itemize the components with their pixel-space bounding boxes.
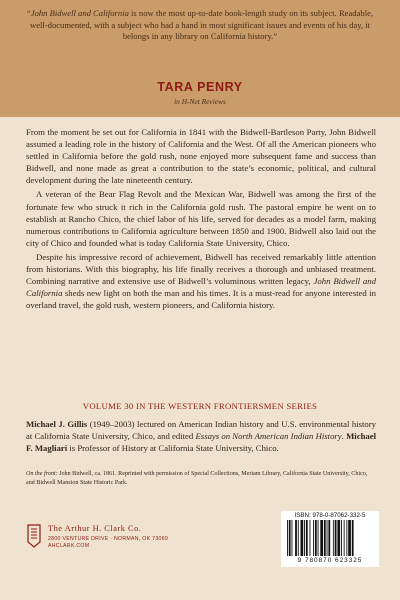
description-p3-title: John Bidwell and California: [26, 276, 377, 299]
credit-label: On the front:: [26, 471, 58, 477]
credit-text: John Bidwell, ca. 1861. Reprinted with permission of Special Collections, Meriam Library, California State University, Chico, and Bidwell Mansion State Historic Park.: [26, 471, 368, 486]
publisher-website: AHCLARK.COM: [48, 543, 90, 549]
publisher-name: The Arthur H. Clark Co.: [48, 524, 142, 533]
author-1-book: Essays on North American Indian History: [195, 431, 342, 442]
review-source: in H-Net Reviews: [174, 97, 226, 106]
author-2-name: Michael F. Magliari: [26, 431, 377, 454]
description-paragraph-3: [26, 251, 376, 311]
cover-credit: [26, 470, 376, 487]
publisher-logo-icon: [26, 523, 42, 549]
description-paragraph-2: A veteran of the Bear Flag Revolt and the Mexican War, Bidwell was among the first of the fortunate few who struck it rich in the California gold rush. The pastoral empire he went on to establish at Rancho Chico, the chief labor of his life, served for decades as a model farm, making numerous contributions to California agriculture between 1850 and 1900. Bidwell also laid out the city of Chico and founded what is today California State University, Chico.: [26, 189, 376, 248]
review-text: is now the most up-to-date book-length study on its subject. Readable, well-documented, with a subject who had a hand in most significant issues and events of his day, it belongs in any library on California history.: [29, 8, 374, 42]
publisher-block: [26, 522, 226, 560]
close-quote-mark: ”: [273, 31, 278, 42]
barcode-icon: [287, 520, 373, 556]
description-paragraph-1: From the moment he set out for California in 1841 with the Bidwell-Bartleson Party, John Bidwell assumed a leading role in the history of California and the West. Of all the American pioneers who settled in California before the gold rush, none enjoyed more subsequent fame and success than Bidwell, and none made as great a contribution to the state’s economic, political, and cultural development during the late nineteenth century.: [26, 127, 376, 186]
publisher-address: 2800 VENTURE DRIVE · NORMAN, OK 73069: [48, 536, 169, 542]
review-quote-box: [0, 0, 400, 117]
open-quote-mark: “: [26, 8, 31, 18]
author-1-bio: (1949–2003) lectured on American Indian history and U.S. environmental history at California State University, Chico, and edited: [26, 419, 376, 442]
review-quote: [26, 8, 374, 43]
book-description: [26, 126, 376, 313]
series-heading: VOLUME 30 IN THE WESTERN FRONTIERSMEN SERIES: [82, 401, 318, 411]
author-1-bio-end: .: [341, 431, 347, 442]
description-p3-end: sheds new light on both the man and his times. It is a must-read for anyone interested in overland travel, the gold rush, western pioneers, and California history.: [26, 288, 376, 311]
barcode-box: [281, 511, 379, 567]
isbn-label: ISBN: 978-0-87062-332-5: [294, 512, 366, 519]
author-bios: [26, 418, 376, 454]
description-p3-start: Despite his impressive record of achievement, Bidwell has received remarkably little attention from historians. With this biography, his life finally receives a thorough and unbiased treatment. Combining narrative and extensive use of Bidwell’s voluminous written legacy,: [26, 251, 376, 287]
author-2-bio: is Professor of History at California State University, Chico.: [67, 443, 279, 454]
ean-digits: 9 780870 623325: [297, 557, 363, 564]
review-book-title: John Bidwell and California: [30, 8, 129, 18]
reviewer-name: TARA PENRY: [157, 80, 243, 94]
author-1-name: Michael J. Gillis: [26, 419, 88, 429]
